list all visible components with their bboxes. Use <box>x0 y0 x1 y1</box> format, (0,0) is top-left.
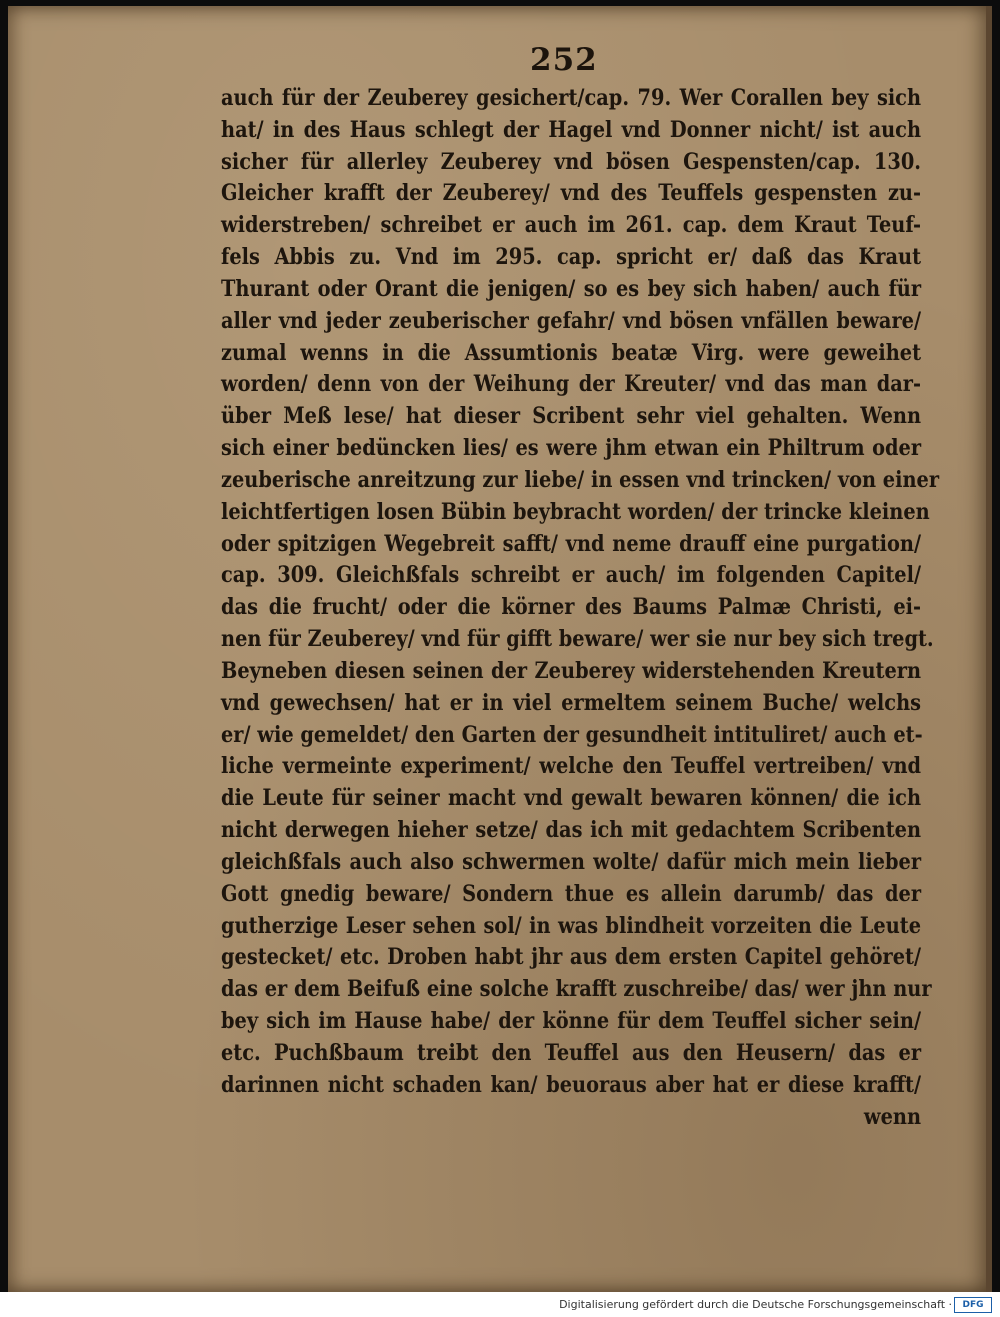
text-line: sicher für allerley Zeuberey vnd bösen Gespensten/cap. 130. <box>221 148 922 175</box>
text-line: aller vnd jeder zeuberischer gefahr/ vnd bösen vnfällen beware/ <box>221 307 922 334</box>
text-line: leichtfertigen losen Bübin beybracht worden/ der trincke kleinen <box>221 498 930 525</box>
text-line: das er dem Beifuß eine solche krafft zuschreibe/ das/ wer jhn nur <box>221 976 932 1003</box>
text-line: bey sich im Hause habe/ der könne für dem Teuffel sicher sein/ <box>221 1008 922 1035</box>
text-line: worden/ denn von der Weihung der Kreuter/ vnd das man dar- <box>221 371 922 398</box>
text-line: etc. Puchßbaum treibt den Teuffel aus den Heusern/ das er <box>221 1039 922 1066</box>
catchword: wenn <box>863 1103 922 1130</box>
text-line: oder spitzigen Wegebreit safft/ vnd neme drauff eine purgation/ <box>221 530 922 557</box>
text-line: nicht derwegen hieher setze/ das ich mit gedachtem Scribenten <box>221 817 922 844</box>
text-line: liche vermeinte experiment/ welche den Teuffel vertreiben/ vnd <box>221 753 922 780</box>
text-line: hat/ in des Haus schlegt der Hagel vnd Donner nicht/ ist auch <box>221 116 922 143</box>
text-line: gleichßfals auch also schwermen wolte/ dafür mich mein lieber <box>221 848 922 875</box>
dfg-logo-icon: DFG <box>954 1297 992 1313</box>
text-line: Thurant oder Orant die jenigen/ so es bey sich haben/ auch für <box>221 275 922 302</box>
page-edge <box>986 6 992 1292</box>
text-line: die Leute für seiner macht vnd gewalt bewaren können/ die ich <box>221 785 922 812</box>
text-line: zumal wenns in die Assumtionis beatæ Virg. were geweihet <box>221 339 922 366</box>
text-line: darinnen nicht schaden kan/ beuoraus aber hat er diese krafft/ <box>221 1071 922 1098</box>
text-line: vnd gewechsen/ hat er in viel ermeltem seinem Buche/ welchs <box>221 689 922 716</box>
text-block <box>221 83 940 1133</box>
text-line: Beyneben diesen seinen der Zeuberey widerstehenden Kreutern <box>221 657 922 684</box>
footer-bar <box>0 1292 1000 1317</box>
footer-credit: Digitalisierung gefördert durch die Deutsche Forschungsgemeinschaft · <box>559 1298 952 1311</box>
text-line: gestecket/ etc. Droben habt jhr aus dem ersten Capitel gehöret/ <box>221 944 922 971</box>
text-line: gutherzige Leser sehen sol/ in was blindheit vorzeiten die Leute <box>221 912 922 939</box>
text-line: cap. 309. Gleichßfals schreibt er auch/ im folgenden Capitel/ <box>221 562 922 589</box>
text-line: Gleicher krafft der Zeuberey/ vnd des Teuffels gespensten zu- <box>221 180 922 207</box>
text-line: Gott gnedig beware/ Sondern thue es allein darumb/ das der <box>221 880 922 907</box>
text-line: fels Abbis zu. Vnd im 295. cap. spricht er/ daß das Kraut <box>221 244 922 271</box>
text-line: nen für Zeuberey/ vnd für gifft beware/ wer sie nur bey sich tregt. <box>221 626 934 653</box>
text-line: zeuberische anreitzung zur liebe/ in essen vnd trincken/ von einer <box>221 466 940 493</box>
text-line: über Meß lese/ hat dieser Scribent sehr viel gehalten. Wenn <box>221 403 922 430</box>
text-line: auch für der Zeuberey gesichert/cap. 79. Wer Corallen bey sich <box>221 85 922 111</box>
text-line: sich einer bedüncken lies/ es were jhm etwan ein Philtrum oder <box>221 435 922 462</box>
page-number: 252 <box>530 42 598 78</box>
text-line: er/ wie gemeldet/ den Garten der gesundheit intituliret/ auch et- <box>221 721 923 748</box>
text-line: widerstreben/ schreibet er auch im 261. cap. dem Kraut Teuf- <box>221 212 922 239</box>
text-line: das die frucht/ oder die körner des Baums Palmæ Christi, ei- <box>221 594 922 621</box>
